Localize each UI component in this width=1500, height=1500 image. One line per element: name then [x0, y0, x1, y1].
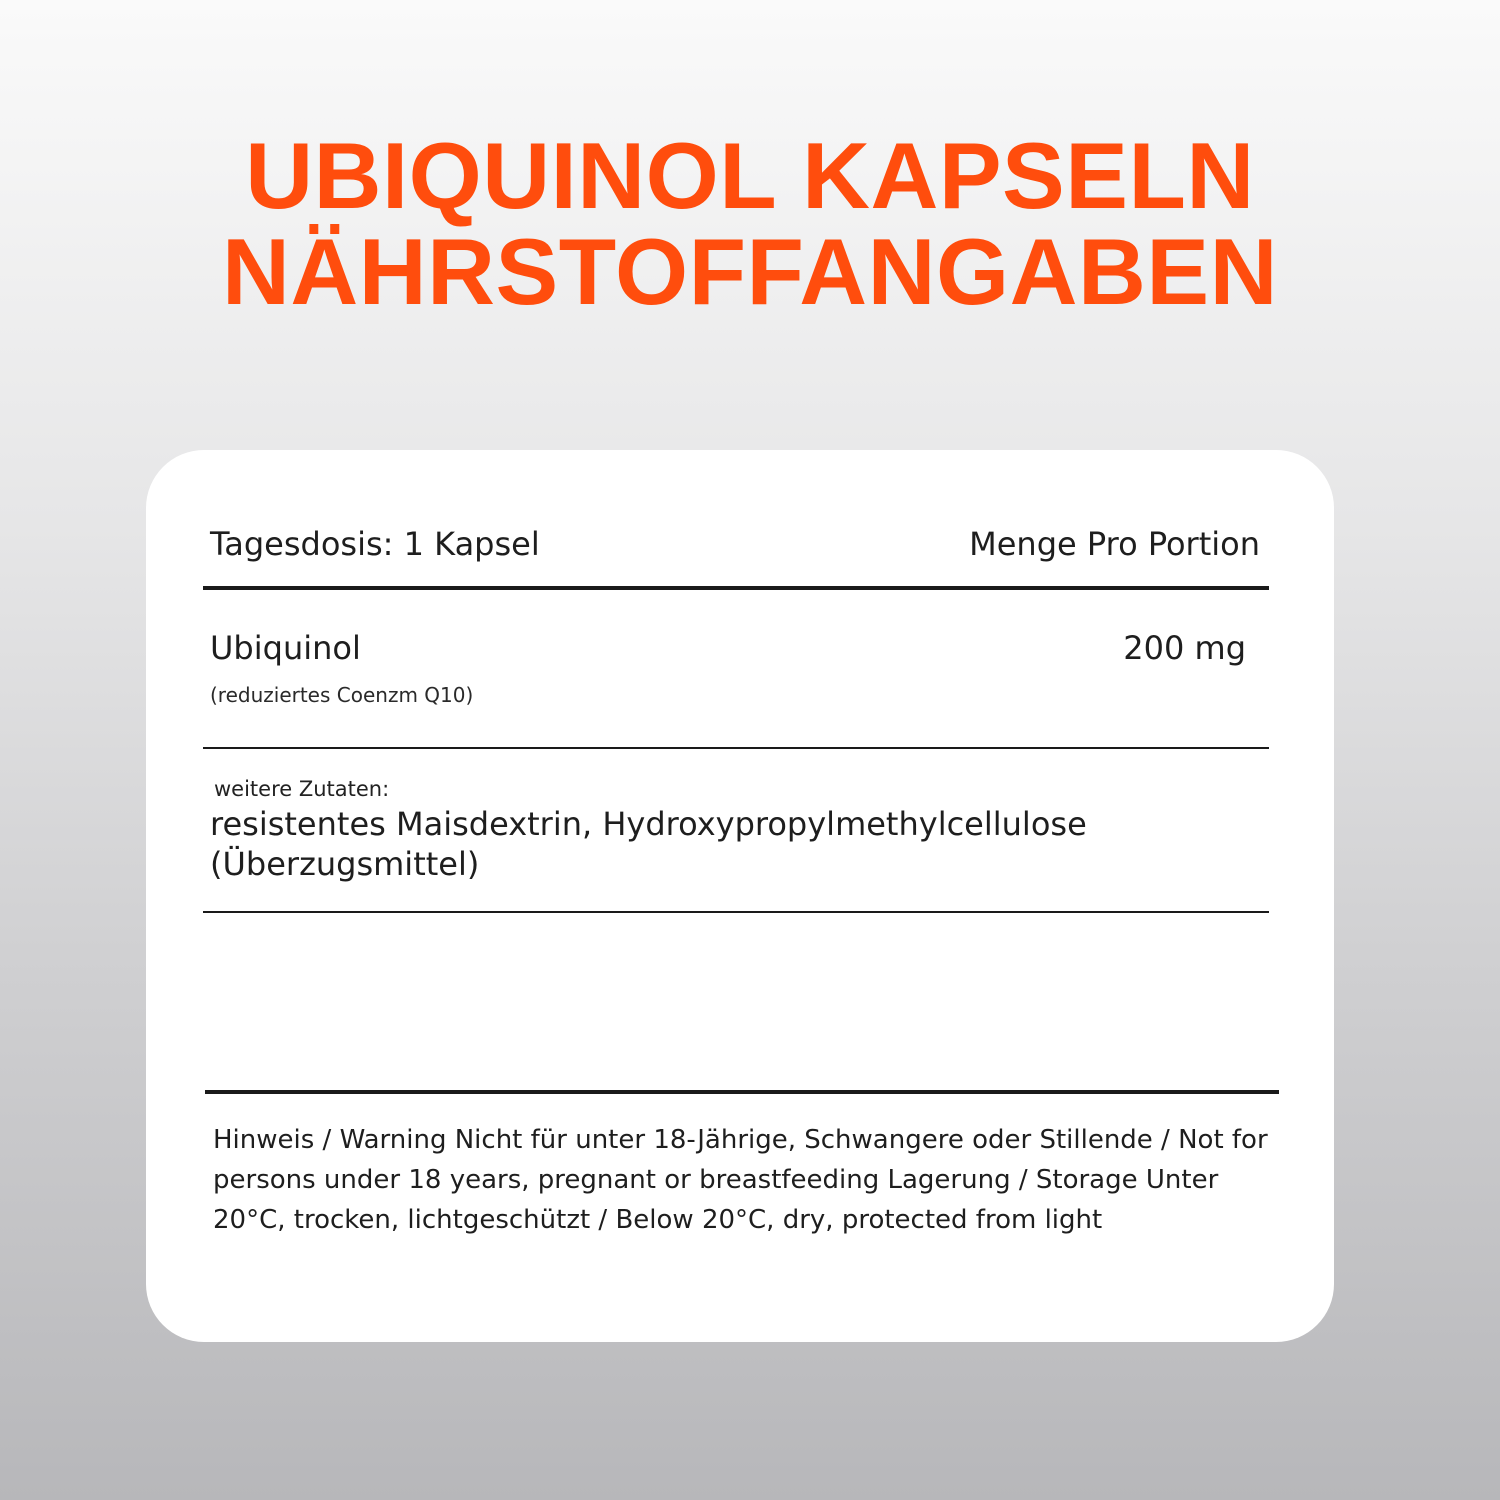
ingredients-divider — [203, 911, 1269, 913]
daily-dose-label: Tagesdosis: 1 Kapsel — [210, 525, 540, 563]
title-line-1: UBIQUINOL KAPSELN — [245, 123, 1255, 228]
nutrition-facts-card — [146, 450, 1334, 1342]
header-divider — [203, 586, 1269, 590]
ingredients-label: weitere Zutaten: — [214, 777, 390, 801]
page-title — [0, 123, 1500, 324]
title-line-2: NÄHRSTOFFANGABEN — [222, 219, 1278, 324]
nutrient-name: Ubiquinol — [210, 629, 361, 667]
nutrient-subtitle: (reduziertes Coenzm Q10) — [210, 683, 474, 707]
warning-divider — [205, 1090, 1279, 1094]
ingredients-text: resistentes Maisdextrin, Hydroxypropylmethylcellulose (Überzugsmittel) — [210, 805, 1087, 883]
amount-per-serving-header: Menge Pro Portion — [969, 525, 1260, 563]
nutrient-amount: 200 mg — [1123, 629, 1246, 667]
nutrient-divider — [203, 747, 1269, 749]
warning-text: Hinweis / Warning Nicht für unter 18-Jährige, Schwangere oder Stillende / Not for persons under 18 years, pregnant or breastfeeding Lagerung / Storage Unter 20°C, trocken, lichtgeschützt / Below 20°C, dry, protected from light — [213, 1125, 1268, 1235]
